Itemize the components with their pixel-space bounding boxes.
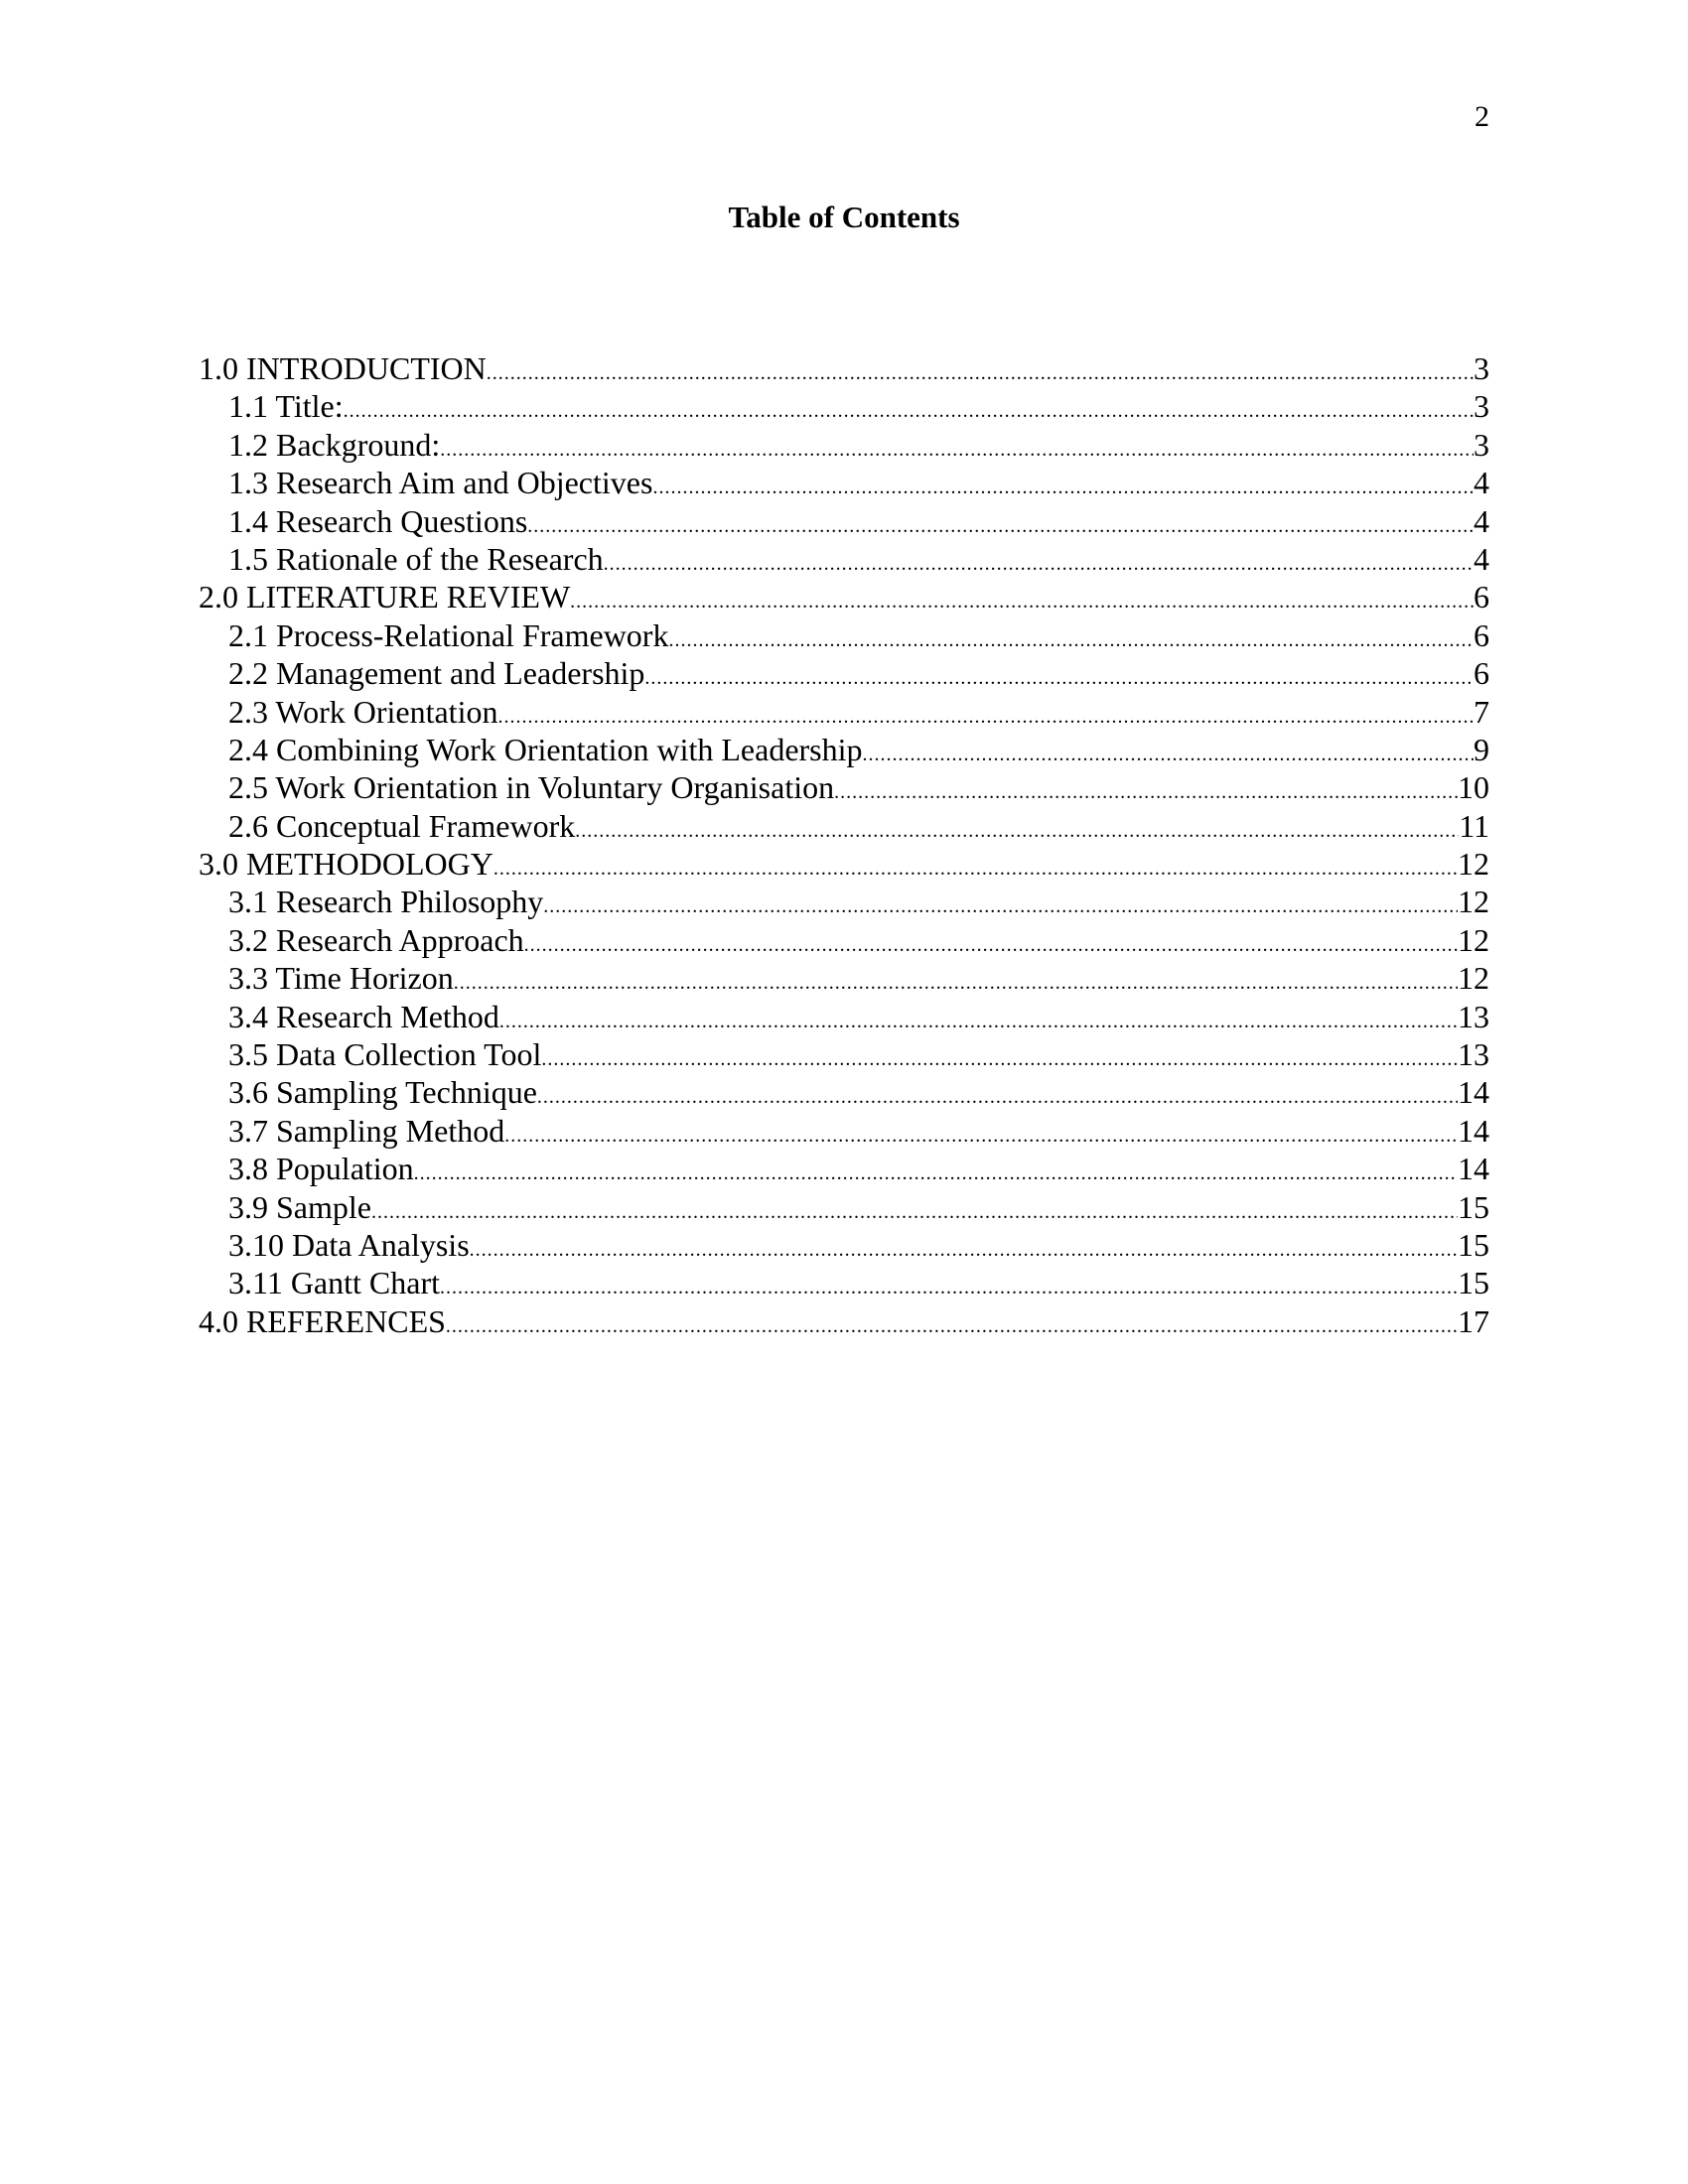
toc-entry-label: 4.0 REFERENCES xyxy=(199,1302,446,1339)
toc-entry[interactable] xyxy=(199,998,1489,1035)
toc-entry[interactable] xyxy=(199,464,1489,501)
toc-dot-leader xyxy=(440,1269,1458,1301)
toc-dot-leader xyxy=(570,583,1474,615)
toc-entry[interactable] xyxy=(199,845,1489,883)
toc-entry-page: 13 xyxy=(1458,1036,1489,1073)
toc-dot-leader xyxy=(541,1040,1458,1073)
toc-dot-leader xyxy=(414,1155,1458,1187)
toc-entry-label: 3.7 Sampling Method xyxy=(228,1112,505,1149)
toc-entry-page: 3 xyxy=(1474,426,1489,463)
toc-entry[interactable] xyxy=(199,1226,1489,1264)
toc-entry-page: 6 xyxy=(1474,616,1489,653)
toc-entry-page: 4 xyxy=(1474,465,1489,501)
toc-entry[interactable] xyxy=(199,654,1489,692)
toc-dot-leader xyxy=(527,507,1474,540)
toc-entry-page: 15 xyxy=(1458,1188,1489,1225)
toc-entry[interactable] xyxy=(199,540,1489,578)
toc-entry-page: 14 xyxy=(1458,1151,1489,1187)
toc-dot-leader xyxy=(470,1231,1458,1264)
toc-entry[interactable] xyxy=(199,1112,1489,1150)
toc-entry-label: 1.0 INTRODUCTION xyxy=(199,350,487,386)
toc-entry-page: 10 xyxy=(1458,769,1489,806)
toc-entry[interactable] xyxy=(199,1073,1489,1111)
toc-entry-label: 1.4 Research Questions xyxy=(228,502,528,539)
toc-entry-label: 1.3 Research Aim and Objectives xyxy=(228,465,653,501)
toc-entry-page: 4 xyxy=(1474,540,1489,577)
toc-entry-page: 12 xyxy=(1458,921,1489,958)
page-number: 2 xyxy=(1475,100,1489,133)
toc-entry-page: 6 xyxy=(1474,655,1489,692)
toc-dot-leader xyxy=(493,850,1458,883)
toc-dot-leader xyxy=(575,812,1459,845)
toc-entry-page: 12 xyxy=(1458,960,1489,997)
toc-entry[interactable] xyxy=(199,807,1489,845)
toc-entry[interactable] xyxy=(199,616,1489,654)
toc-entry-label: 3.8 Population xyxy=(228,1151,414,1187)
toc-dot-leader xyxy=(524,926,1458,959)
toc-entry-label: 3.11 Gantt Chart xyxy=(228,1265,440,1301)
toc-entry-page: 9 xyxy=(1474,731,1489,767)
toc-entry[interactable] xyxy=(199,1302,1489,1340)
toc-entry-page: 13 xyxy=(1458,998,1489,1034)
toc-entry-page: 6 xyxy=(1474,579,1489,615)
toc-entry-label: 3.2 Research Approach xyxy=(228,921,524,958)
toc-entry-label: 2.6 Conceptual Framework xyxy=(228,807,576,844)
toc-entry-page: 11 xyxy=(1459,807,1489,844)
toc-entry[interactable] xyxy=(199,883,1489,920)
toc-entry[interactable] xyxy=(199,1188,1489,1226)
toc-entry[interactable] xyxy=(199,768,1489,806)
toc-entry-page: 7 xyxy=(1474,693,1489,730)
toc-dot-leader xyxy=(371,1193,1458,1226)
toc-entry-page: 3 xyxy=(1474,388,1489,425)
toc-entry[interactable] xyxy=(199,578,1489,615)
toc-entry[interactable] xyxy=(199,731,1489,768)
toc-entry-page: 15 xyxy=(1458,1226,1489,1263)
toc-dot-leader xyxy=(497,698,1474,731)
toc-entry[interactable] xyxy=(199,693,1489,731)
toc-dot-leader xyxy=(652,469,1474,501)
toc-entry-label: 1.1 Title: xyxy=(228,388,344,425)
toc-entry[interactable] xyxy=(199,349,1489,387)
toc-dot-leader xyxy=(440,431,1474,464)
toc-entry-label: 1.5 Rationale of the Research xyxy=(228,540,604,577)
toc-dot-leader xyxy=(499,1003,1458,1035)
toc-entry-label: 3.6 Sampling Technique xyxy=(228,1074,537,1111)
toc-dot-leader xyxy=(537,1078,1458,1111)
toc-entry-label: 3.1 Research Philosophy xyxy=(228,884,544,920)
toc-entry-page: 3 xyxy=(1474,350,1489,386)
toc-entry-label: 2.2 Management and Leadership xyxy=(228,655,645,692)
toc-title: Table of Contents xyxy=(728,200,960,234)
toc-entry-label: 2.4 Combining Work Orientation with Leadership xyxy=(228,731,863,767)
toc-entry-label: 2.1 Process-Relational Framework xyxy=(228,616,669,653)
toc-entry-page: 12 xyxy=(1458,846,1489,883)
toc-entry-label: 3.10 Data Analysis xyxy=(228,1226,470,1263)
toc-entry-label: 2.3 Work Orientation xyxy=(228,693,498,730)
toc-dot-leader xyxy=(644,659,1474,692)
toc-entry-label: 2.5 Work Orientation in Voluntary Organisation xyxy=(228,769,835,806)
toc-entry[interactable] xyxy=(199,426,1489,464)
toc-entry[interactable] xyxy=(199,1035,1489,1073)
toc-dot-leader xyxy=(668,621,1474,654)
toc-entry-label: 3.9 Sample xyxy=(228,1188,371,1225)
toc-entry[interactable] xyxy=(199,1264,1489,1301)
toc-dot-leader xyxy=(446,1307,1458,1340)
toc-entry[interactable] xyxy=(199,502,1489,540)
toc-entry-page: 14 xyxy=(1458,1074,1489,1111)
toc-dot-leader xyxy=(504,1117,1458,1150)
toc-entry[interactable] xyxy=(199,921,1489,959)
toc-entry-label: 3.0 METHODOLOGY xyxy=(199,846,493,883)
toc-entry[interactable] xyxy=(199,959,1489,997)
toc-dot-leader xyxy=(863,736,1474,768)
table-of-contents xyxy=(199,349,1489,1340)
toc-entry-label: 3.3 Time Horizon xyxy=(228,960,454,997)
toc-entry-page: 14 xyxy=(1458,1112,1489,1149)
toc-entry-label: 2.0 LITERATURE REVIEW xyxy=(199,579,571,615)
toc-entry-page: 15 xyxy=(1458,1265,1489,1301)
toc-entry-label: 1.2 Background: xyxy=(228,426,441,463)
toc-dot-leader xyxy=(834,773,1458,806)
toc-entry-page: 4 xyxy=(1474,502,1489,539)
toc-entry-label: 3.4 Research Method xyxy=(228,998,499,1034)
toc-entry-label: 3.5 Data Collection Tool xyxy=(228,1036,542,1073)
toc-dot-leader xyxy=(344,392,1474,425)
toc-dot-leader xyxy=(487,354,1474,387)
toc-dot-leader xyxy=(604,545,1474,578)
toc-entry-page: 17 xyxy=(1458,1302,1489,1339)
toc-entry-page: 12 xyxy=(1458,884,1489,920)
toc-dot-leader xyxy=(454,964,1458,997)
toc-entry[interactable] xyxy=(199,387,1489,425)
toc-entry[interactable] xyxy=(199,1150,1489,1187)
toc-dot-leader xyxy=(543,887,1458,920)
